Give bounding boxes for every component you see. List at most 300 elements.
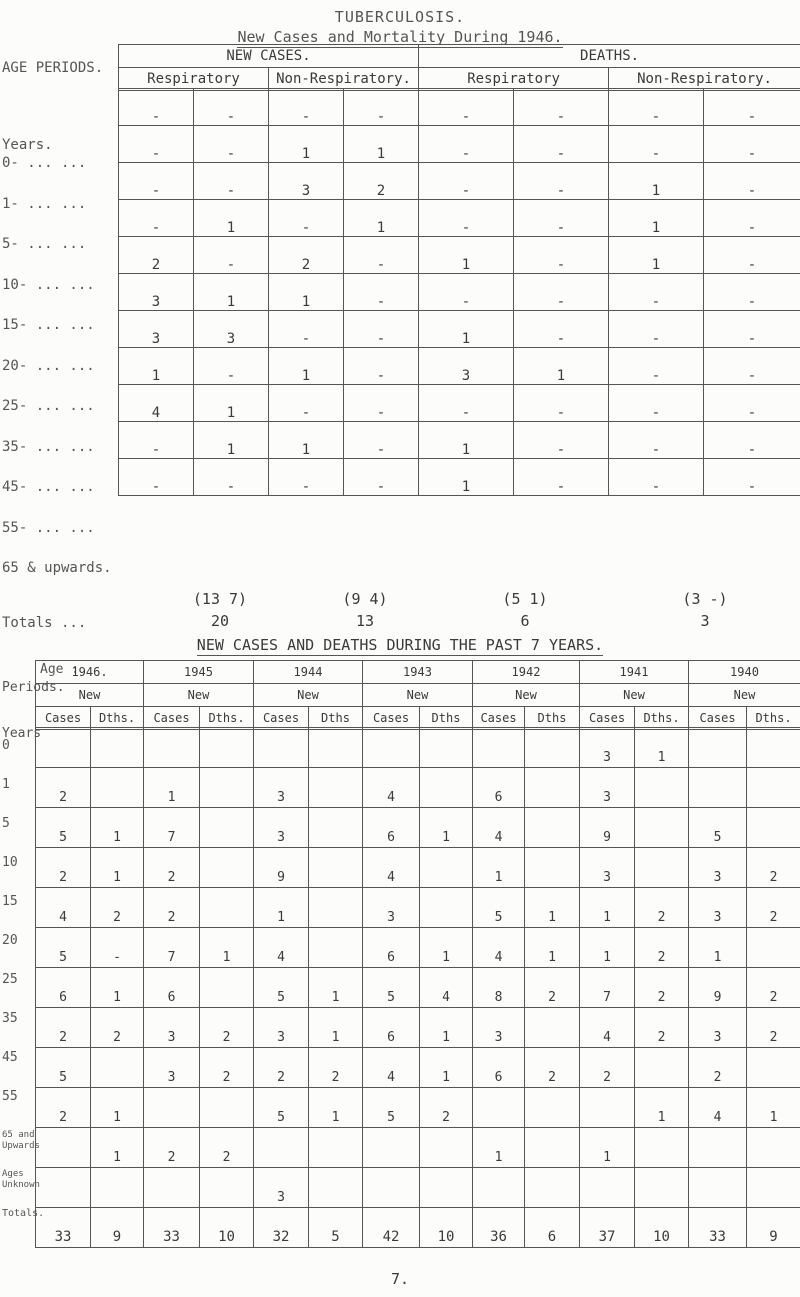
table2-cell <box>144 1168 200 1208</box>
table2-cell <box>420 1168 473 1208</box>
table1-total-breakdown: (13 7) <box>192 590 248 608</box>
table1-cell: - <box>119 200 194 237</box>
table2-cell: 1 <box>580 928 635 968</box>
table2-total-cell: 37 <box>580 1208 635 1248</box>
table2-row <box>36 928 800 968</box>
table2-cell <box>473 1088 525 1128</box>
table1-cell: - <box>704 126 800 163</box>
table1-cell: 1 <box>344 200 419 237</box>
table2-cell <box>747 928 800 968</box>
table1-age-label: 65 & upwards. <box>2 560 112 576</box>
table2-cell: 2 <box>200 1008 254 1048</box>
table2-cell: 4 <box>689 1088 747 1128</box>
table1-cell: 1 <box>419 459 514 496</box>
table2-cell: 2 <box>309 1048 363 1088</box>
table1-cell: 1 <box>419 237 514 274</box>
table2-cell: 4 <box>363 1048 420 1088</box>
table1-cell: - <box>419 89 514 126</box>
table2-cell: 1 <box>254 888 309 928</box>
table2-cell: 9 <box>254 848 309 888</box>
table1-age-label: 20- ... ... <box>2 357 95 374</box>
table2-cell <box>309 848 363 888</box>
table2-cell <box>747 1168 800 1208</box>
table2-cell <box>363 728 420 768</box>
table1-total-value: 6 <box>520 612 530 630</box>
death-nonresp-heading: Non-Respiratory. <box>609 68 800 91</box>
deaths-heading: DEATHS. <box>419 45 800 68</box>
table2-cell: 6 <box>363 808 420 848</box>
table2-total-cell: 36 <box>473 1208 525 1248</box>
table2-row <box>36 848 800 888</box>
table2-cell <box>200 968 254 1008</box>
table1-cell: 1 <box>419 311 514 348</box>
table2-cell: 2 <box>200 1048 254 1088</box>
table2-cell: 5 <box>689 808 747 848</box>
table2-total-cell: 42 <box>363 1208 420 1248</box>
table2-age-label: 0 <box>2 738 10 753</box>
table2-cell <box>525 1128 580 1168</box>
table2-cell <box>747 808 800 848</box>
table2-new-heading: New <box>580 684 689 707</box>
table2-cell: 2 <box>91 1008 144 1048</box>
table2-cell <box>525 808 580 848</box>
table1-cell: - <box>194 237 269 274</box>
table2-cell: 2 <box>635 888 689 928</box>
years-label-2: Years <box>2 726 42 741</box>
table2-cell <box>525 768 580 808</box>
table2-cell: 3 <box>580 848 635 888</box>
table2-sub-heading: Cases <box>689 707 747 730</box>
table2-year-heading: 1946. <box>36 661 144 684</box>
table1-header <box>118 44 800 91</box>
table2-sub-heading: Dths <box>420 707 473 730</box>
table2-cell: 1 <box>309 968 363 1008</box>
table2-sub-heading: Dths. <box>747 707 800 730</box>
table2-year-heading: 1943 <box>363 661 473 684</box>
table2-age-label: 25 <box>2 972 18 987</box>
table2-age-label: 55 <box>2 1089 18 1104</box>
table2-age-label: 1 <box>2 777 10 792</box>
years-label: Years. <box>2 137 53 153</box>
table1-body <box>118 88 800 496</box>
table2-cell: 4 <box>36 888 91 928</box>
table1-row <box>119 348 800 385</box>
table2-cell: 2 <box>200 1128 254 1168</box>
table1-cell: - <box>419 385 514 422</box>
table2-cell <box>309 1128 363 1168</box>
table2-cell <box>309 928 363 968</box>
table2-cell: 1 <box>91 1128 144 1168</box>
table2-cell: 2 <box>635 968 689 1008</box>
table2-cell: 2 <box>91 888 144 928</box>
table2-total-cell: 9 <box>91 1208 144 1248</box>
table1-total-breakdown: (3 -) <box>682 590 728 608</box>
table2-cell: 4 <box>363 848 420 888</box>
table1-cell: - <box>269 459 344 496</box>
table2-row <box>36 1128 800 1168</box>
table2-age-label: 20 <box>2 933 18 948</box>
table2-cell <box>635 1048 689 1088</box>
table1-cell: - <box>344 274 419 311</box>
death-resp-heading: Respiratory <box>419 68 609 91</box>
table1-cell: 1 <box>609 237 704 274</box>
table2-cell <box>363 1128 420 1168</box>
table1-cell: 1 <box>609 163 704 200</box>
table1-age-label: 10- ... ... <box>2 276 95 293</box>
table2-total-cell: 33 <box>36 1208 91 1248</box>
table2-cell <box>420 1128 473 1168</box>
table2-cell: 7 <box>580 968 635 1008</box>
table1-cell: - <box>514 89 609 126</box>
table2-cell <box>473 728 525 768</box>
table2-cell: 2 <box>525 968 580 1008</box>
table1-cell: 1 <box>269 126 344 163</box>
table2-new-heading: New <box>363 684 473 707</box>
table2-cell: 3 <box>580 728 635 768</box>
table2-row <box>36 808 800 848</box>
table1-cell: - <box>704 274 800 311</box>
table2-cell <box>309 768 363 808</box>
table2-year-heading: 1944 <box>254 661 363 684</box>
table1-cell: 1 <box>344 126 419 163</box>
table2-cell: 3 <box>689 1008 747 1048</box>
table2-cell: 1 <box>420 928 473 968</box>
table2-cell: 1 <box>473 848 525 888</box>
table2-cell: 2 <box>254 1048 309 1088</box>
table2-cell: 9 <box>580 808 635 848</box>
table2-title-text: NEW CASES AND DEATHS DURING THE PAST 7 YEARS. <box>196 636 604 654</box>
table2-cell <box>254 1128 309 1168</box>
table1-cell: - <box>419 200 514 237</box>
table2-cell: 2 <box>144 1128 200 1168</box>
table2-cell: 5 <box>363 1088 420 1128</box>
table2-age-label: 15 <box>2 894 18 909</box>
table1-cell: - <box>119 459 194 496</box>
table1-cell: - <box>119 163 194 200</box>
table2-cell <box>689 768 747 808</box>
table2-cell: 3 <box>580 768 635 808</box>
table1-row <box>119 422 800 459</box>
table2-cell: 1 <box>580 1128 635 1168</box>
table1-cell: - <box>514 422 609 459</box>
table1-cell: - <box>269 311 344 348</box>
heading-subtitle-text: New Cases and Mortality During 1946. <box>237 28 563 46</box>
table1-total-breakdown: (5 1) <box>502 590 548 608</box>
table2-cell <box>309 1168 363 1208</box>
table2-new-heading: New <box>689 684 800 707</box>
table1-cell: 1 <box>194 422 269 459</box>
table1-cell: - <box>194 348 269 385</box>
table2-cell <box>420 848 473 888</box>
table1-age-label: 5- ... ... <box>2 236 87 252</box>
periods-label: Periods. <box>2 680 65 695</box>
table1-row <box>119 385 800 422</box>
table1-cell: - <box>704 422 800 459</box>
table2-header <box>35 660 800 730</box>
table1-cell: - <box>609 89 704 126</box>
table2-row <box>36 968 800 1008</box>
table2-row <box>36 1048 800 1088</box>
heading-tuberculosis: TUBERCULOSIS. <box>334 8 466 26</box>
table1-cell: 2 <box>344 163 419 200</box>
new-resp-heading: Respiratory <box>119 68 269 91</box>
table2-cell <box>635 1128 689 1168</box>
table2-title <box>0 636 800 654</box>
table2-cell <box>580 1168 635 1208</box>
table2-age-label: 35 <box>2 1011 18 1026</box>
table2-cell: 2 <box>747 848 800 888</box>
table2-cell: 5 <box>254 1088 309 1128</box>
new-cases-heading: NEW CASES. <box>119 45 419 68</box>
table2-cell: 2 <box>36 1008 91 1048</box>
table1-cell: - <box>344 89 419 126</box>
table1-cell: - <box>119 422 194 459</box>
table2-cell: 5 <box>36 928 91 968</box>
table2-cell <box>363 1168 420 1208</box>
table2-sub-heading: Cases <box>473 707 525 730</box>
table2-cell: 3 <box>144 1008 200 1048</box>
table1-cell: - <box>419 126 514 163</box>
table1-cell: 1 <box>119 348 194 385</box>
table2-cell: 2 <box>635 1008 689 1048</box>
table1-cell: - <box>514 200 609 237</box>
table1-cell: - <box>269 89 344 126</box>
table2-cell <box>689 1128 747 1168</box>
table2-cell: 5 <box>36 1048 91 1088</box>
table2-cell: 2 <box>144 888 200 928</box>
table2-cell: 2 <box>747 968 800 1008</box>
table2-cell: 8 <box>473 968 525 1008</box>
table2-cell: 3 <box>254 768 309 808</box>
table2-cell <box>420 728 473 768</box>
table2-total-cell: 5 <box>309 1208 363 1248</box>
table2-cell: 1 <box>309 1088 363 1128</box>
table1-totals-label: Totals ... <box>2 615 87 631</box>
table2-age-label: 45 <box>2 1050 18 1065</box>
table2-cell: 1 <box>635 1088 689 1128</box>
table2-cell: 4 <box>363 768 420 808</box>
table1-cell: - <box>344 237 419 274</box>
table2-row <box>36 1168 800 1208</box>
table2-cell <box>144 1088 200 1128</box>
table2-cell: 1 <box>309 1008 363 1048</box>
table2-row <box>36 768 800 808</box>
table2-cell: 1 <box>91 848 144 888</box>
table2-totals-row <box>36 1208 800 1248</box>
table2-total-cell: 10 <box>200 1208 254 1248</box>
table2-cell: 2 <box>747 888 800 928</box>
table1-cell: - <box>269 385 344 422</box>
age-periods-label: AGE PERIODS. <box>2 60 104 76</box>
table1-cell: 1 <box>269 422 344 459</box>
table2-cell <box>525 728 580 768</box>
table2-cell: 6 <box>473 768 525 808</box>
table2-new-heading: New <box>36 684 144 707</box>
table2-cell: 2 <box>420 1088 473 1128</box>
table2-cell <box>144 728 200 768</box>
table2-cell: 1 <box>91 1088 144 1128</box>
table2-cell: 2 <box>747 1008 800 1048</box>
table1-cell: 1 <box>609 200 704 237</box>
table2-cell: 6 <box>363 1008 420 1048</box>
table2-cell <box>36 1128 91 1168</box>
table1-total-value: 3 <box>700 612 710 630</box>
table2-cell <box>635 768 689 808</box>
table2-age-label: 10 <box>2 855 18 870</box>
table2-cell <box>200 728 254 768</box>
table2-total-cell: 10 <box>420 1208 473 1248</box>
table1-cell: - <box>344 311 419 348</box>
table2-cell: 3 <box>689 848 747 888</box>
table1-cell: - <box>704 459 800 496</box>
table1-cell: 1 <box>194 200 269 237</box>
table2-sub-heading: Dths <box>525 707 580 730</box>
table2-sub-heading: Dths. <box>635 707 689 730</box>
table2-sub-heading: Cases <box>363 707 420 730</box>
table1-age-label: 55- ... ... <box>2 519 95 536</box>
table1-age-label: 1- ... ... <box>2 195 87 212</box>
table2-cell: 3 <box>254 1008 309 1048</box>
table2-total-cell: 9 <box>747 1208 800 1248</box>
table2-cell <box>200 808 254 848</box>
table2-cell: 3 <box>254 808 309 848</box>
table2-row <box>36 1088 800 1128</box>
table1-cell: - <box>514 385 609 422</box>
table2-cell: 1 <box>525 888 580 928</box>
table1-cell: 1 <box>269 348 344 385</box>
table2-age-label: 65 and Upwards <box>2 1130 40 1151</box>
table2-cell: 1 <box>144 768 200 808</box>
age-label: Age : <box>40 662 80 677</box>
table1-cell: - <box>269 200 344 237</box>
table1-cell: 3 <box>194 311 269 348</box>
table2-total-cell: 33 <box>689 1208 747 1248</box>
table2-cell <box>36 1168 91 1208</box>
table2-cell: 3 <box>473 1008 525 1048</box>
table2-cell: 1 <box>580 888 635 928</box>
table2-cell <box>309 808 363 848</box>
table2-cell: 1 <box>200 928 254 968</box>
table2-year-heading: 1945 <box>144 661 254 684</box>
table2-cell: 2 <box>36 848 91 888</box>
table2-cell <box>200 1168 254 1208</box>
table1-cell: - <box>514 311 609 348</box>
table2-cell: 6 <box>36 968 91 1008</box>
table2-cell: 2 <box>635 928 689 968</box>
table2-year-heading: 1941 <box>580 661 689 684</box>
table1-row <box>119 237 800 274</box>
table2-sub-heading: Cases <box>580 707 635 730</box>
table1-cell: - <box>194 126 269 163</box>
table1-cell: 1 <box>194 385 269 422</box>
table2-sub-heading: Cases <box>254 707 309 730</box>
table1-cell: - <box>344 348 419 385</box>
table2-cell <box>200 848 254 888</box>
table1-cell: - <box>194 163 269 200</box>
table2-cell: 1 <box>420 1048 473 1088</box>
table2-cell <box>473 1168 525 1208</box>
table2-cell <box>747 1128 800 1168</box>
table2-age-label: 5 <box>2 816 10 831</box>
table1-cell: - <box>514 459 609 496</box>
table2-cell: 2 <box>36 768 91 808</box>
table1-row <box>119 274 800 311</box>
table2-cell: 1 <box>525 928 580 968</box>
table2-cell: 6 <box>144 968 200 1008</box>
table1-row <box>119 89 800 126</box>
table1-cell: - <box>704 311 800 348</box>
table1-cell: - <box>419 274 514 311</box>
table2-cell <box>747 1048 800 1088</box>
table1-row <box>119 459 800 496</box>
table1-total-value: 13 <box>355 612 375 630</box>
table1-total-value: 20 <box>210 612 230 630</box>
table2-cell: 1 <box>689 928 747 968</box>
table2-cell <box>747 728 800 768</box>
table2-cell: 7 <box>144 928 200 968</box>
table1-cell: - <box>119 126 194 163</box>
table1-cell: 1 <box>194 274 269 311</box>
table1-cell: 4 <box>119 385 194 422</box>
table1-age-label: 25- ... ... <box>2 398 95 414</box>
table2-year-heading: 1940 <box>689 661 800 684</box>
table2-sub-heading: Dths. <box>200 707 254 730</box>
table2-cell <box>525 1088 580 1128</box>
table2-cell: - <box>91 928 144 968</box>
table2-cell <box>200 1088 254 1128</box>
table2-cell: 3 <box>254 1168 309 1208</box>
table2-cell: 2 <box>144 848 200 888</box>
table1-cell: - <box>419 163 514 200</box>
table1-age-label: 0- ... ... <box>2 155 87 171</box>
table2-cell <box>91 768 144 808</box>
table1-cell: 2 <box>269 237 344 274</box>
table2-cell <box>254 728 309 768</box>
table1-cell: - <box>344 385 419 422</box>
table2-sub-heading: Cases <box>144 707 200 730</box>
table2-cell <box>309 728 363 768</box>
table2-cell: 2 <box>580 1048 635 1088</box>
table2-cell <box>309 888 363 928</box>
table2-cell <box>689 1168 747 1208</box>
table1-cell: - <box>609 126 704 163</box>
table2-cell: 1 <box>635 728 689 768</box>
table2-sub-heading: Dths <box>309 707 363 730</box>
table1-row <box>119 126 800 163</box>
table2-cell <box>91 1048 144 1088</box>
table1-cell: 2 <box>119 237 194 274</box>
table1-cell: 3 <box>119 311 194 348</box>
table2-row <box>36 728 800 768</box>
table1-row <box>119 200 800 237</box>
table1-cell: - <box>194 89 269 126</box>
table2-cell <box>200 768 254 808</box>
table2-cell: 5 <box>363 968 420 1008</box>
table2-total-cell: 10 <box>635 1208 689 1248</box>
table2-cell: 1 <box>91 808 144 848</box>
table2-new-heading: New <box>473 684 580 707</box>
table2-cell <box>525 1168 580 1208</box>
table1-age-label: 35- ... ... <box>2 438 95 455</box>
table1-cell: - <box>344 459 419 496</box>
table2-cell <box>635 848 689 888</box>
table2-cell <box>635 808 689 848</box>
table2-cell: 3 <box>363 888 420 928</box>
table2-cell: 7 <box>144 808 200 848</box>
table1-cell: 3 <box>419 348 514 385</box>
table1-cell: - <box>344 422 419 459</box>
table1-cell: 3 <box>119 274 194 311</box>
